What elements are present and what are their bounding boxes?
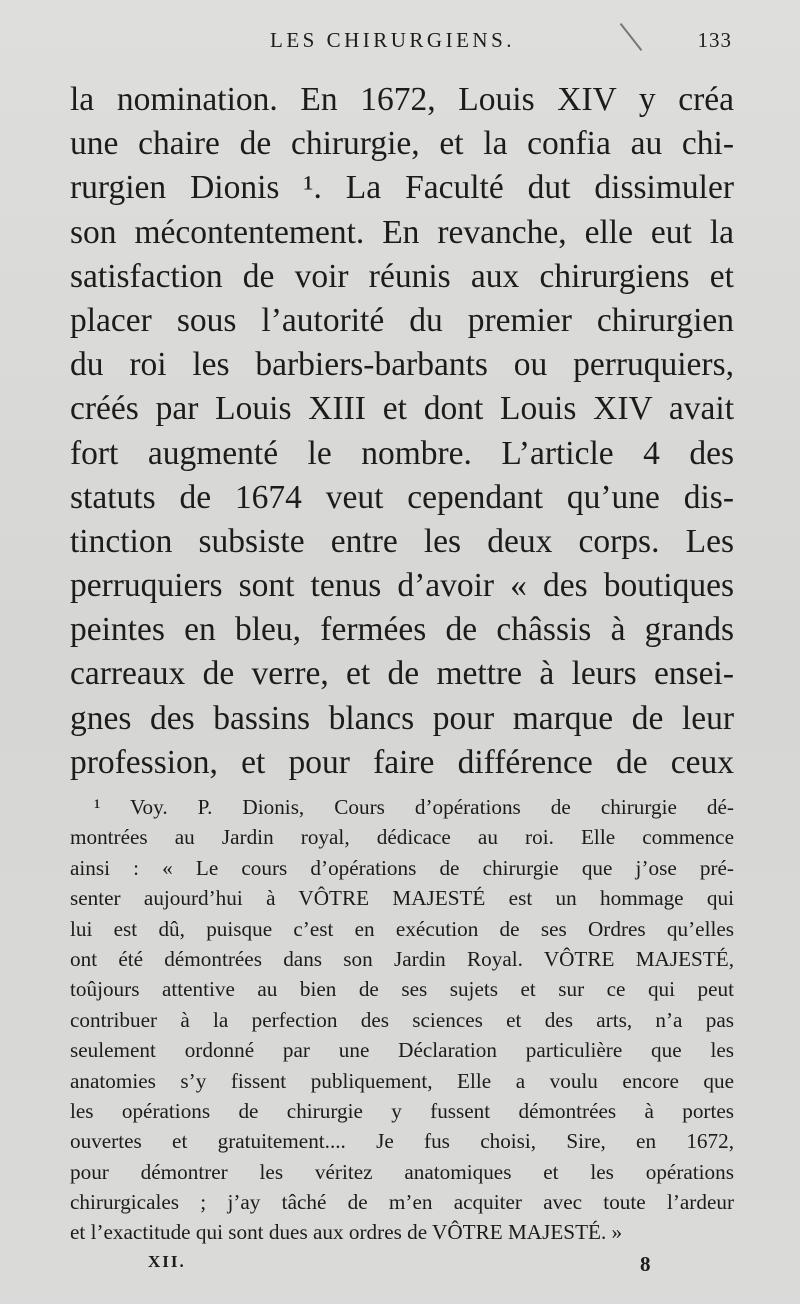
gathering-number: 8 — [640, 1252, 651, 1276]
footnote-line: et l’exactitude qui sont dues aux ordres de VÔTRE MAJESTÉ. » — [70, 1220, 623, 1245]
text-line: créés par Louis XIII et dont Louis XIV avait — [70, 390, 734, 428]
footnote-line: ouvertes et gratuitement.... Je fus choisi, Sire, en 1672, — [70, 1129, 734, 1154]
text-line: carreaux de verre, et de mettre à leurs ensei- — [70, 655, 734, 693]
text-line: satisfaction de voir réunis aux chirurgiens et — [70, 257, 734, 295]
footnote-line: les opérations de chirurgie y fussent démontrées à portes — [70, 1098, 734, 1123]
text-line: tinction subsiste entre les deux corps. Les — [70, 522, 734, 560]
text-line: perruquiers sont tenus d’avoir « des boutiques — [70, 567, 734, 605]
footnote-line: pour démontrer les véritez anatomiques et les opérations — [70, 1159, 734, 1184]
footnote-line: lui est dû, puisque c’est en exécution de ses Ordres qu’elles — [70, 916, 734, 941]
text-line: fort augmenté le nombre. L’article 4 des — [70, 434, 734, 472]
text-line: du roi les barbiers-barbants ou perruquiers, — [70, 346, 734, 384]
text-line: rurgien Dionis ¹. La Faculté dut dissimuler — [70, 169, 734, 207]
signature-mark: XII. — [148, 1252, 186, 1271]
text-line: placer sous l’autorité du premier chirurgien — [70, 301, 734, 339]
text-line: gnes des bassins blancs pour marque de leur — [70, 699, 734, 737]
text-line: son mécontentement. En revanche, elle eut la — [70, 213, 734, 251]
footnote-line: anatomies s’y fissent publiquement, Elle a voulu encore que — [70, 1068, 734, 1093]
footnote — [70, 792, 734, 1248]
text-line: la nomination. En 1672, Louis XIV y créa — [70, 81, 734, 118]
text-line: statuts de 1674 veut cependant qu’une dis- — [70, 478, 734, 516]
footnote-line: chirurgicales ; j’ay tâché de m’en acquiter avec toute l’ardeur — [70, 1190, 734, 1215]
footnote-line: toûjours attentive au bien de ses sujets et sur ce qui peut — [70, 977, 734, 1002]
footnote-line: seulement ordonné par une Déclaration particulière que les — [70, 1038, 734, 1063]
text-line: une chaire de chirurgie, et la confia au chi- — [70, 125, 734, 163]
text-line: peintes en bleu, fermées de châssis à grands — [70, 611, 734, 649]
page-number: 133 — [697, 28, 732, 52]
footnote-line: contribuer à la perfection des sciences et des arts, n’a pas — [70, 1007, 734, 1032]
footnote-line: ont été démontrées dans son Jardin Royal. VÔTRE MAJESTÉ, — [70, 946, 734, 971]
text-line: profession, et pour faire différence de ceux — [70, 743, 734, 781]
running-title: LES CHIRURGIENS. — [270, 28, 516, 52]
main-text — [70, 78, 734, 785]
footnote-line: ainsi : « Le cours d’opérations de chirurgie que j’ose pré- — [70, 855, 734, 880]
running-head — [0, 28, 800, 58]
footnote-line: ¹ Voy. P. Dionis, Cours d’opérations de chirurgie dé- — [94, 795, 734, 819]
footnote-line: montrées au Jardin royal, dédicace au roi. Elle commence — [70, 825, 734, 850]
footnote-line: senter aujourd’hui à VÔTRE MAJESTÉ est un hommage qui — [70, 886, 734, 911]
